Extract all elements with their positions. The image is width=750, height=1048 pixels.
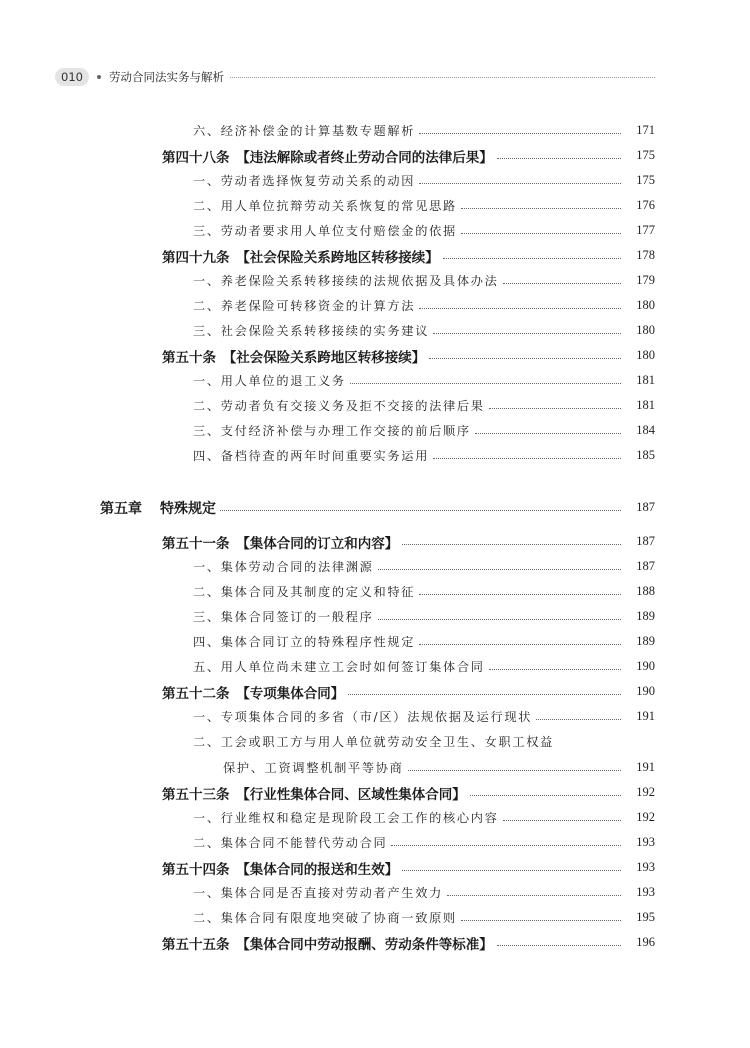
leader-dots	[419, 133, 621, 134]
toc-entry[interactable]	[0, 679, 750, 704]
toc-page-number: 188	[636, 584, 655, 598]
leader-dots	[350, 383, 621, 384]
leader-dots	[348, 694, 621, 695]
leader-dots	[433, 458, 621, 459]
toc-entry[interactable]	[0, 393, 750, 418]
leader-dots	[391, 845, 621, 846]
toc-entry[interactable]	[0, 218, 750, 243]
toc-page-number: 185	[636, 448, 655, 462]
toc-page-number: 189	[636, 609, 655, 623]
toc-entry-label: 保护、工资调整机制平等协商	[223, 761, 404, 775]
toc-page-number: 181	[636, 373, 655, 387]
page-number: 010	[55, 68, 89, 86]
toc-page-number: 176	[636, 198, 655, 212]
toc-entry[interactable]	[0, 293, 750, 318]
toc-page-number: 195	[636, 910, 655, 924]
toc-entry-label: 第五十五条 【集体合同中劳动报酬、劳动条件等标准】	[162, 936, 493, 953]
chapter-title: 特殊规定	[160, 500, 216, 517]
toc-page-number: 191	[636, 709, 655, 723]
toc-entry-label: 二、劳动者负有交接义务及拒不交接的法律后果	[193, 399, 485, 413]
toc-entry-label: 三、社会保险关系转移接续的实务建议	[193, 324, 430, 338]
toc-entry-label: 一、专项集体合同的多省（市/区）法规依据及运行现状	[193, 710, 533, 724]
toc-entry-label: 第五十二条 【专项集体合同】	[162, 685, 345, 702]
leader-dots	[402, 544, 621, 545]
toc-entry[interactable]	[0, 880, 750, 905]
toc-page-number: 190	[636, 684, 655, 698]
leader-dots	[461, 233, 621, 234]
leader-dots	[419, 644, 621, 645]
toc-entry-label: 二、集体合同不能替代劳动合同	[193, 836, 388, 850]
toc-entry[interactable]	[0, 243, 750, 268]
leader-dots	[503, 820, 621, 821]
toc-entry[interactable]	[0, 780, 750, 805]
leader-dots	[419, 594, 621, 595]
toc-entry-label: 三、集体合同签订的一般程序	[193, 610, 374, 624]
header-dotted-rule	[230, 77, 655, 78]
toc-entry-label: 四、备档待查的两年时间重要实务运用	[193, 449, 430, 463]
toc-entry-label: 二、集体合同及其制度的定义和特征	[193, 585, 416, 599]
toc-entry[interactable]	[0, 654, 750, 679]
leader-dots	[429, 358, 621, 359]
toc-page-number: 180	[636, 298, 655, 312]
toc-page-number: 171	[636, 123, 655, 137]
toc-page-number: 187	[636, 500, 655, 514]
leader-dots	[461, 920, 621, 921]
toc-entry[interactable]	[0, 805, 750, 830]
toc-page-number: 180	[636, 348, 655, 362]
toc-entry-label: 五、用人单位尚未建立工会时如何签订集体合同	[193, 660, 485, 674]
toc-page-number: 193	[636, 885, 655, 899]
leader-dots	[402, 870, 621, 871]
toc-entry[interactable]	[0, 143, 750, 168]
running-header	[55, 67, 655, 87]
toc-entry-label: 二、集体合同有限度地突破了协商一致原则	[193, 911, 457, 925]
leader-dots	[220, 510, 621, 511]
toc-entry[interactable]	[0, 930, 750, 955]
leader-dots	[461, 208, 621, 209]
toc-entry-label: 第四十九条 【社会保险关系跨地区转移接续】	[162, 249, 439, 266]
toc-page-number: 187	[636, 559, 655, 573]
leader-dots	[536, 719, 621, 720]
toc-entry[interactable]	[0, 193, 750, 218]
toc-page-number: 196	[636, 935, 655, 949]
toc-entry-label: 三、劳动者要求用人单位支付赔偿金的依据	[193, 224, 457, 238]
toc-page-number: 180	[636, 323, 655, 337]
toc-entry-label: 第五十条 【社会保险关系跨地区转移接续】	[162, 349, 426, 366]
toc-entry[interactable]	[0, 579, 750, 604]
leader-dots	[378, 569, 621, 570]
toc-entry[interactable]	[0, 318, 750, 343]
toc-entry[interactable]	[0, 855, 750, 880]
toc-entry[interactable]	[0, 118, 750, 143]
toc-entry-continued-line[interactable]	[0, 729, 750, 754]
toc-page-number: 177	[636, 223, 655, 237]
bullet-separator	[97, 75, 101, 79]
toc-entry-label: 一、用人单位的退工义务	[193, 374, 346, 388]
toc-entry[interactable]	[0, 268, 750, 293]
toc-page-number: 187	[636, 534, 655, 548]
toc-page-number: 175	[636, 148, 655, 162]
toc-entry-label: 一、劳动者选择恢复劳动关系的动因	[193, 174, 416, 188]
toc-entry[interactable]	[0, 604, 750, 629]
toc-entry[interactable]	[0, 554, 750, 579]
toc-entry-label-line1: 二、工会或职工方与用人单位就劳动安全卫生、女职工权益	[193, 735, 555, 749]
toc-page-number: 178	[636, 248, 655, 262]
toc-entry[interactable]	[0, 443, 750, 468]
leader-dots	[378, 619, 621, 620]
toc-page-number: 181	[636, 398, 655, 412]
toc-entry-label: 一、行业维权和稳定是现阶段工会工作的核心内容	[193, 811, 499, 825]
toc-entry[interactable]	[0, 704, 750, 729]
leader-dots	[419, 183, 621, 184]
toc-entry-label: 三、支付经济补偿与办理工作交接的前后顺序	[193, 424, 471, 438]
toc-entry-label: 第五十一条 【集体合同的订立和内容】	[162, 535, 399, 552]
toc-page-number: 179	[636, 273, 655, 287]
leader-dots	[470, 795, 621, 796]
leader-dots	[503, 283, 621, 284]
toc-entry[interactable]	[0, 755, 750, 780]
chapter-number: 第五章	[100, 500, 142, 517]
toc-page-number: 192	[636, 785, 655, 799]
toc-chapter-entry[interactable]	[0, 495, 750, 520]
toc-entry-label: 一、养老保险关系转移接续的法规依据及具体办法	[193, 274, 499, 288]
toc-entry-label: 四、集体合同订立的特殊程序性规定	[193, 635, 416, 649]
toc-entry-label: 第五十四条 【集体合同的报送和生效】	[162, 861, 399, 878]
toc-entry[interactable]	[0, 905, 750, 930]
leader-dots	[497, 158, 621, 159]
toc-entry[interactable]	[0, 830, 750, 855]
toc-page-number: 190	[636, 659, 655, 673]
toc-page-number: 191	[636, 760, 655, 774]
toc-page-number: 193	[636, 835, 655, 849]
toc-page-number: 193	[636, 860, 655, 874]
toc-page-number: 175	[636, 173, 655, 187]
toc-entry-label: 二、用人单位抗辩劳动关系恢复的常见思路	[193, 199, 457, 213]
leader-dots	[475, 433, 621, 434]
toc-entry-label: 二、养老保险可转移资金的计算方法	[193, 299, 416, 313]
book-title: 劳动合同法实务与解析	[108, 70, 224, 84]
toc-entry[interactable]	[0, 368, 750, 393]
leader-dots	[419, 308, 621, 309]
toc-entry[interactable]	[0, 529, 750, 554]
toc-entry-label: 第四十八条 【违法解除或者终止劳动合同的法律后果】	[162, 149, 493, 166]
toc-entry[interactable]	[0, 418, 750, 443]
leader-dots	[489, 669, 621, 670]
leader-dots	[489, 408, 621, 409]
leader-dots	[447, 895, 621, 896]
toc-entry[interactable]	[0, 629, 750, 654]
toc-entry-label: 六、经济补偿金的计算基数专题解析	[193, 124, 416, 138]
leader-dots	[408, 770, 621, 771]
toc-entry-label: 第五十三条 【行业性集体合同、区域性集体合同】	[162, 786, 466, 803]
leader-dots	[497, 945, 621, 946]
leader-dots	[443, 258, 621, 259]
toc-entry[interactable]	[0, 343, 750, 368]
toc-page-number: 189	[636, 634, 655, 648]
toc-page-number: 184	[636, 423, 655, 437]
toc-entry[interactable]	[0, 168, 750, 193]
leader-dots	[433, 333, 621, 334]
toc-entry-label: 一、集体合同是否直接对劳动者产生效力	[193, 886, 443, 900]
toc-entry-label: 一、集体劳动合同的法律渊源	[193, 560, 374, 574]
toc-page-number: 192	[636, 810, 655, 824]
